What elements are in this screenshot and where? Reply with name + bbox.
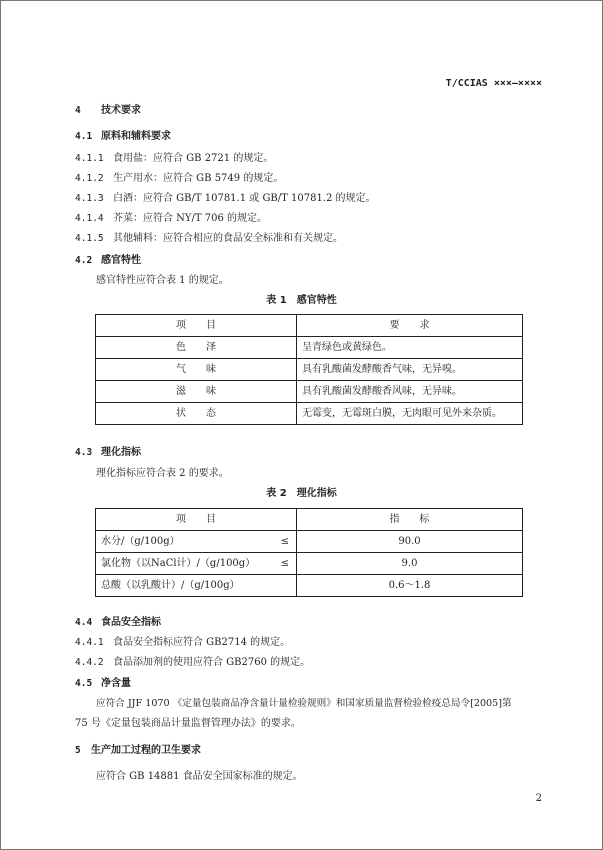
section-4-5-paragraph-line2: 75 号《定量包装商品计量监督管理办法》的要求。 <box>75 718 301 729</box>
table-row <box>96 381 523 403</box>
clause-4-4-1: 4.4.1 食品安全指标应符合 GB2714 的规定。 <box>75 637 291 648</box>
clause-4-1-4: 4.1.4 芥菜：应符合 NY/T 706 的规定。 <box>75 213 268 224</box>
table-cell: 呈青绿色或黄绿色。 <box>297 337 523 359</box>
clause-4-1-3: 4.1.3 白酒：应符合 GB/T 10781.1 或 GB/T 10781.2 的规定。 <box>75 193 376 204</box>
table-cell: 色 泽 <box>96 337 297 359</box>
table-cell: 无霉变，无霉斑白膜，无肉眼可见外来杂质。 <box>297 403 523 425</box>
clause-4-4-2: 4.4.2 食品添加剂的使用应符合 GB2760 的规定。 <box>75 657 311 668</box>
section-4-5-paragraph-line1: 应符合 JJF 1070 《定量包装商品净含量计量检验规则》和国家质量监督检验检疫总局令[2005]第 <box>96 698 512 709</box>
operator: ≤ <box>280 535 289 547</box>
operator: ≤ <box>280 557 289 569</box>
page-number: 2 <box>535 793 542 804</box>
header-cell: 指 标 <box>297 509 523 531</box>
table-header-row <box>96 315 523 337</box>
header-cell: 要 求 <box>297 315 523 337</box>
table-cell: 9.0 <box>297 553 523 575</box>
table-cell: 具有乳酸菌发酵酸香气味，无异嗅。 <box>297 359 523 381</box>
clause-4-1-2: 4.1.2 生产用水：应符合 GB 5749 的规定。 <box>75 173 284 184</box>
table-cell: 气 味 <box>96 359 297 381</box>
header-cell: 项 目 <box>96 315 297 337</box>
table-cell <box>96 575 297 597</box>
section-4-5-heading: 4.5 净含量 <box>75 678 131 689</box>
table-cell <box>96 553 297 575</box>
section-4-2-heading: 4.2 感官特性 <box>75 255 141 266</box>
header-cell: 项 目 <box>96 509 297 531</box>
item-label: 氯化物（以NaCl计）/（g/100g） <box>101 557 256 569</box>
table-1-caption: 表 1 感官特性 <box>266 295 337 306</box>
section-5-heading: 5 生产加工过程的卫生要求 <box>75 745 201 756</box>
table-cell: 90.0 <box>297 531 523 553</box>
item-label: 水分/（g/100g） <box>101 535 180 547</box>
table-row <box>96 553 523 575</box>
section-4-3-heading: 4.3 理化指标 <box>75 447 141 458</box>
item-label: 总酸（以乳酸计）/（g/100g） <box>101 579 240 591</box>
section-4-heading: 4 技术要求 <box>75 105 141 116</box>
table-cell: 0.6～1.8 <box>297 575 523 597</box>
section-5-paragraph: 应符合 GB 14881 食品安全国家标准的规定。 <box>96 771 303 782</box>
table-cell: 具有乳酸菌发酵酸香风味，无异味。 <box>297 381 523 403</box>
table-2-caption: 表 2 理化指标 <box>266 488 337 499</box>
table-2-physicochemical <box>95 508 523 597</box>
table-cell <box>96 531 297 553</box>
table-row <box>96 575 523 597</box>
clause-4-1-1: 4.1.1 食用盐：应符合 GB 2721 的规定。 <box>75 153 274 164</box>
table-cell: 状 态 <box>96 403 297 425</box>
clause-4-1-5: 4.1.5 其他辅料：应符合相应的食品安全标准和有关规定。 <box>75 233 343 244</box>
table-row <box>96 337 523 359</box>
table-cell: 滋 味 <box>96 381 297 403</box>
section-4-2-paragraph: 感官特性应符合表 1 的规定。 <box>96 275 229 286</box>
table-row <box>96 359 523 381</box>
table-row <box>96 403 523 425</box>
section-4-1-heading: 4.1 原料和辅料要求 <box>75 131 171 142</box>
section-4-3-paragraph: 理化指标应符合表 2 的要求。 <box>96 468 229 479</box>
table-header-row <box>96 509 523 531</box>
table-1-sensory <box>95 314 523 425</box>
document-code: T/CCIAS ×××—×××× <box>445 78 542 89</box>
table-row <box>96 531 523 553</box>
section-4-4-heading: 4.4 食品安全指标 <box>75 617 161 628</box>
